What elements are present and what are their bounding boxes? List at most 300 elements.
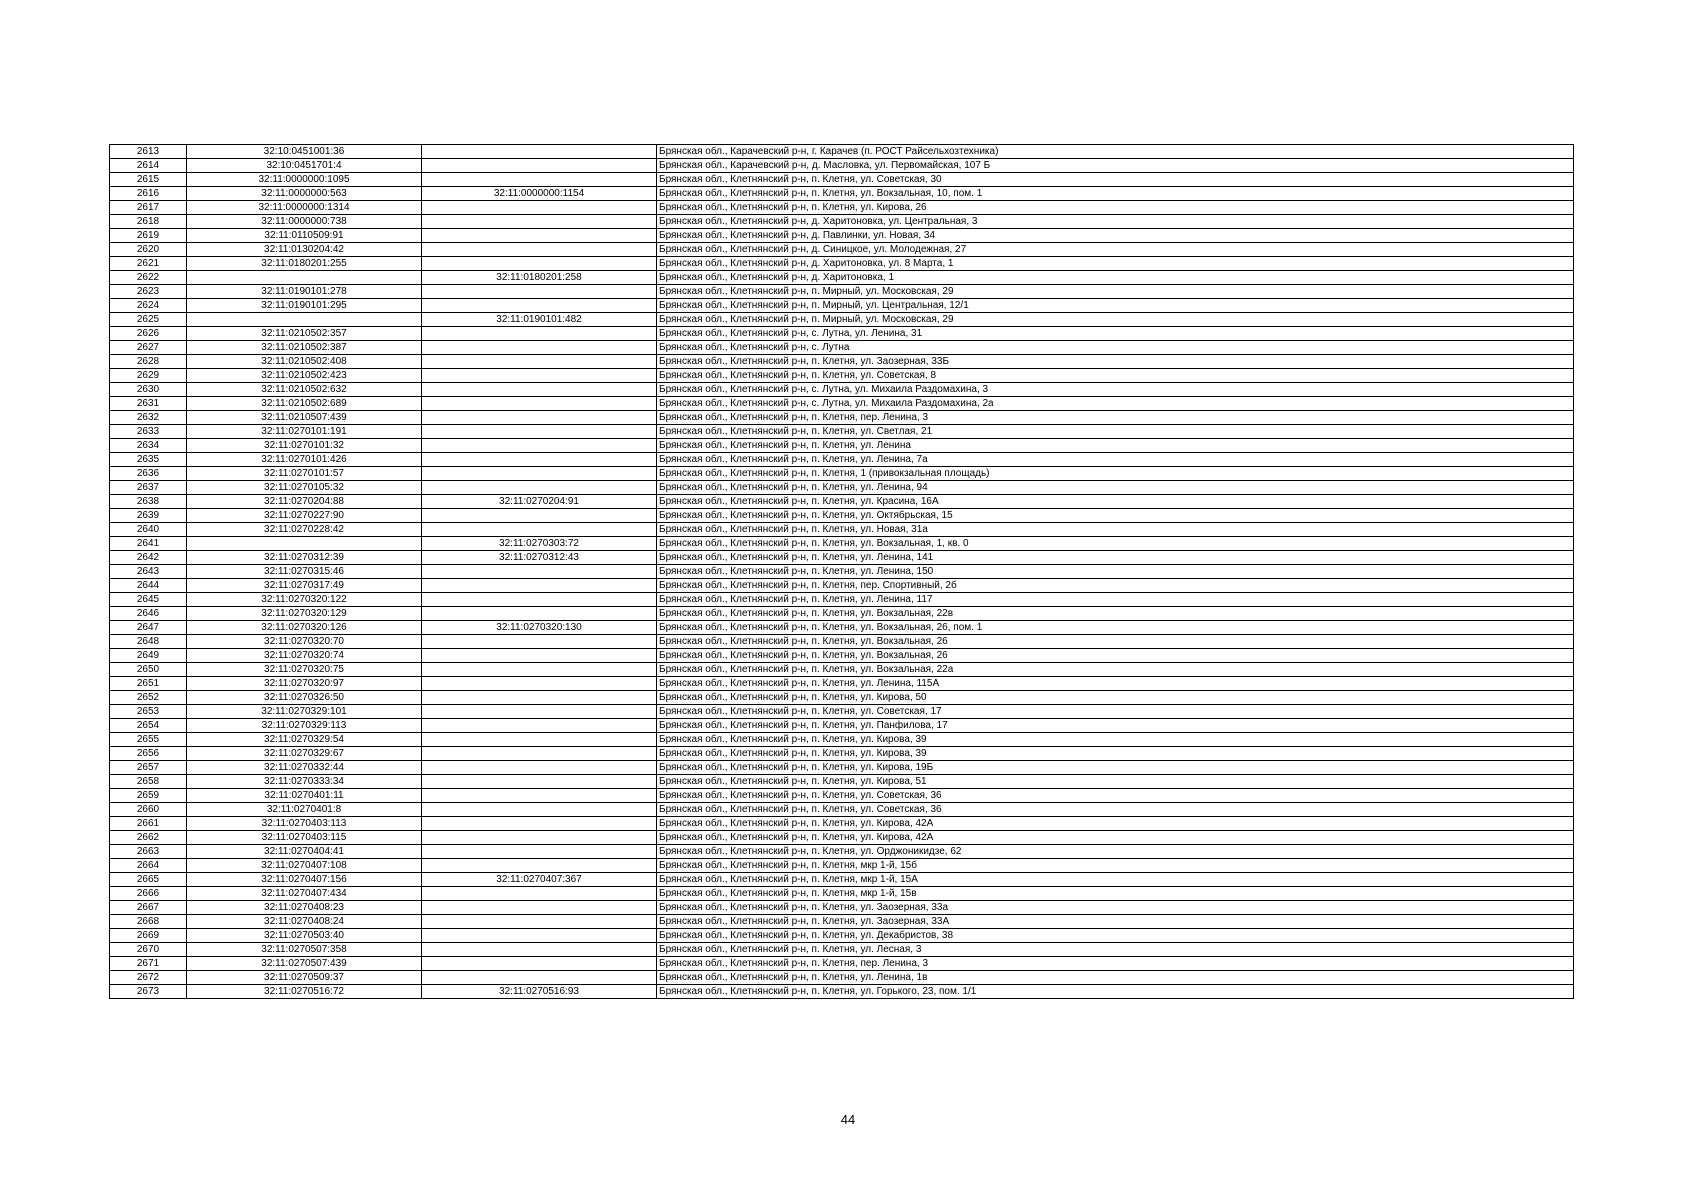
cadastral-number-cell: 32:11:0270317:49: [187, 579, 422, 593]
row-number-cell: 2643: [110, 565, 187, 579]
row-number-cell: 2619: [110, 229, 187, 243]
address-cell: Брянская обл., Клетнянский р-н, п. Клетня, ул. Новая, 31а: [657, 523, 1574, 537]
cadastral-number-cell: 32:11:0270329:54: [187, 733, 422, 747]
table-row: [110, 663, 1574, 677]
address-cell: Брянская обл., Клетнянский р-н, п. Клетня, ул. Кирова, 39: [657, 747, 1574, 761]
cadastral-number-cell: 32:11:0270315:46: [187, 565, 422, 579]
cadastral-number-cell: 32:11:0270320:122: [187, 593, 422, 607]
related-cadastral-number-cell: [422, 705, 657, 719]
table-row: [110, 593, 1574, 607]
related-cadastral-number-cell: [422, 411, 657, 425]
row-number-cell: 2669: [110, 929, 187, 943]
related-cadastral-number-cell: [422, 915, 657, 929]
cadastral-number-cell: 32:11:0270320:75: [187, 663, 422, 677]
related-cadastral-number-cell: [422, 649, 657, 663]
table-row: [110, 831, 1574, 845]
table-row: [110, 985, 1574, 999]
related-cadastral-number-cell: [422, 257, 657, 271]
cadastral-number-cell: 32:11:0270228:42: [187, 523, 422, 537]
table-row: [110, 369, 1574, 383]
row-number-cell: 2635: [110, 453, 187, 467]
cadastral-number-cell: 32:10:0451701:4: [187, 159, 422, 173]
related-cadastral-number-cell: [422, 355, 657, 369]
address-cell: Брянская обл., Клетнянский р-н, п. Клетня, пер. Ленина, 3: [657, 411, 1574, 425]
related-cadastral-number-cell: [422, 145, 657, 159]
cadastral-number-cell: 32:11:0270516:72: [187, 985, 422, 999]
row-number-cell: 2614: [110, 159, 187, 173]
row-number-cell: 2668: [110, 915, 187, 929]
row-number-cell: 2633: [110, 425, 187, 439]
related-cadastral-number-cell: [422, 467, 657, 481]
row-number-cell: 2657: [110, 761, 187, 775]
table-row: [110, 859, 1574, 873]
cadastral-number-cell: 32:11:0270105:32: [187, 481, 422, 495]
address-cell: Брянская обл., Клетнянский р-н, п. Клетня, ул. Вокзальная, 1, кв. 0: [657, 537, 1574, 551]
table-row: [110, 159, 1574, 173]
cadastral-number-cell: 32:11:0270320:126: [187, 621, 422, 635]
cadastral-number-cell: 32:11:0270333:34: [187, 775, 422, 789]
row-number-cell: 2616: [110, 187, 187, 201]
related-cadastral-number-cell: [422, 327, 657, 341]
address-cell: Брянская обл., Клетнянский р-н, п. Клетня, ул. Вокзальная, 22в: [657, 607, 1574, 621]
related-cadastral-number-cell: [422, 579, 657, 593]
table-row: [110, 775, 1574, 789]
related-cadastral-number-cell: [422, 523, 657, 537]
related-cadastral-number-cell: [422, 845, 657, 859]
related-cadastral-number-cell: [422, 943, 657, 957]
address-cell: Брянская обл., Клетнянский р-н, с. Лутна, ул. Михаила Раздомахина, 2а: [657, 397, 1574, 411]
table-row: [110, 649, 1574, 663]
cadastral-number-cell: 32:11:0000000:1095: [187, 173, 422, 187]
cadastral-number-cell: 32:11:0270401:11: [187, 789, 422, 803]
cadastral-number-cell: 32:11:0270101:426: [187, 453, 422, 467]
row-number-cell: 2634: [110, 439, 187, 453]
table-row: [110, 635, 1574, 649]
cadastral-number-cell: 32:11:0270101:32: [187, 439, 422, 453]
cadastral-number-cell: 32:11:0270320:129: [187, 607, 422, 621]
table-row: [110, 243, 1574, 257]
related-cadastral-number-cell: [422, 425, 657, 439]
address-cell: Брянская обл., Клетнянский р-н, д. Харитоновка, ул. Центральная, 3: [657, 215, 1574, 229]
row-number-cell: 2617: [110, 201, 187, 215]
row-number-cell: 2670: [110, 943, 187, 957]
row-number-cell: 2661: [110, 817, 187, 831]
address-cell: Брянская обл., Клетнянский р-н, п. Клетня, ул. Вокзальная, 26: [657, 635, 1574, 649]
address-cell: Брянская обл., Клетнянский р-н, п. Клетня, ул. Орджоникидзе, 62: [657, 845, 1574, 859]
related-cadastral-number-cell: [422, 201, 657, 215]
address-cell: Брянская обл., Карачевский р-н, д. Масловка, ул. Первомайская, 107 Б: [657, 159, 1574, 173]
related-cadastral-number-cell: [422, 817, 657, 831]
row-number-cell: 2639: [110, 509, 187, 523]
row-number-cell: 2664: [110, 859, 187, 873]
cadastral-number-cell: 32:11:0270320:70: [187, 635, 422, 649]
address-cell: Брянская обл., Клетнянский р-н, п. Клетня, ул. Кирова, 26: [657, 201, 1574, 215]
table-row: [110, 481, 1574, 495]
related-cadastral-number-cell: [422, 243, 657, 257]
table-row: [110, 299, 1574, 313]
cadastral-number-cell: 32:11:0270329:113: [187, 719, 422, 733]
cadastral-number-cell: 32:11:0270320:97: [187, 677, 422, 691]
table-row: [110, 397, 1574, 411]
row-number-cell: 2630: [110, 383, 187, 397]
related-cadastral-number-cell: [422, 887, 657, 901]
table-row: [110, 201, 1574, 215]
address-cell: Брянская обл., Клетнянский р-н, п. Клетня, ул. Ленина, 115А: [657, 677, 1574, 691]
cadastral-number-cell: 32:11:0270408:24: [187, 915, 422, 929]
table-row: [110, 327, 1574, 341]
table-row: [110, 943, 1574, 957]
address-cell: Брянская обл., Клетнянский р-н, п. Клетня, 1 (привокзальная площадь): [657, 467, 1574, 481]
cadastral-number-cell: 32:11:0270329:101: [187, 705, 422, 719]
row-number-cell: 2640: [110, 523, 187, 537]
table-row: [110, 355, 1574, 369]
table-row: [110, 705, 1574, 719]
cadastral-number-cell: [187, 271, 422, 285]
cadastral-number-cell: 32:11:0210502:689: [187, 397, 422, 411]
table-row: [110, 425, 1574, 439]
row-number-cell: 2615: [110, 173, 187, 187]
cadastral-number-cell: 32:11:0210502:357: [187, 327, 422, 341]
address-cell: Брянская обл., Клетнянский р-н, п. Клетня, ул. Советская, 30: [657, 173, 1574, 187]
address-cell: Брянская обл., Клетнянский р-н, п. Клетня, ул. Вокзальная, 10, пом. 1: [657, 187, 1574, 201]
table-row: [110, 719, 1574, 733]
related-cadastral-number-cell: 32:11:0270320:130: [422, 621, 657, 635]
table-row: [110, 285, 1574, 299]
address-cell: Брянская обл., Клетнянский р-н, п. Клетня, ул. Лесная, 3: [657, 943, 1574, 957]
table-row: [110, 271, 1574, 285]
address-cell: Брянская обл., Клетнянский р-н, п. Клетня, ул. Заозерная, 33Б: [657, 355, 1574, 369]
related-cadastral-number-cell: [422, 369, 657, 383]
cadastral-number-cell: 32:11:0270320:74: [187, 649, 422, 663]
table-row: [110, 747, 1574, 761]
cadastral-number-cell: 32:11:0270407:434: [187, 887, 422, 901]
table-row: [110, 187, 1574, 201]
related-cadastral-number-cell: 32:11:0270516:93: [422, 985, 657, 999]
related-cadastral-number-cell: [422, 565, 657, 579]
address-cell: Брянская обл., Клетнянский р-н, п. Клетня, пер. Спортивный, 2б: [657, 579, 1574, 593]
row-number-cell: 2644: [110, 579, 187, 593]
table-row: [110, 971, 1574, 985]
row-number-cell: 2623: [110, 285, 187, 299]
table-row: [110, 817, 1574, 831]
cadastral-number-cell: [187, 313, 422, 327]
table-row: [110, 803, 1574, 817]
cadastral-number-cell: 32:11:0270509:37: [187, 971, 422, 985]
table-row: [110, 565, 1574, 579]
row-number-cell: 2627: [110, 341, 187, 355]
address-cell: Брянская обл., Клетнянский р-н, с. Лутна, ул. Михаила Раздомахина, 3: [657, 383, 1574, 397]
cadastral-number-cell: 32:11:0000000:1314: [187, 201, 422, 215]
address-cell: Брянская обл., Клетнянский р-н, п. Клетня, ул. Ленина, 1в: [657, 971, 1574, 985]
table-row: [110, 523, 1574, 537]
row-number-cell: 2659: [110, 789, 187, 803]
row-number-cell: 2650: [110, 663, 187, 677]
cadastral-number-cell: 32:11:0270503:40: [187, 929, 422, 943]
table-row: [110, 383, 1574, 397]
address-cell: Брянская обл., Клетнянский р-н, п. Клетня, ул. Кирова, 39: [657, 733, 1574, 747]
row-number-cell: 2673: [110, 985, 187, 999]
row-number-cell: 2636: [110, 467, 187, 481]
row-number-cell: 2660: [110, 803, 187, 817]
address-cell: Брянская обл., Клетнянский р-н, п. Клетня, ул. Заозерная, 33А: [657, 915, 1574, 929]
row-number-cell: 2645: [110, 593, 187, 607]
related-cadastral-number-cell: [422, 607, 657, 621]
address-cell: Брянская обл., Клетнянский р-н, п. Клетня, ул. Советская, 17: [657, 705, 1574, 719]
table-row: [110, 901, 1574, 915]
row-number-cell: 2651: [110, 677, 187, 691]
cadastral-number-cell: 32:11:0270408:23: [187, 901, 422, 915]
row-number-cell: 2671: [110, 957, 187, 971]
cadastral-number-cell: 32:11:0270101:57: [187, 467, 422, 481]
address-cell: Брянская обл., Клетнянский р-н, п. Клетня, мкр 1-й, 15А: [657, 873, 1574, 887]
row-number-cell: 2662: [110, 831, 187, 845]
address-cell: Брянская обл., Клетнянский р-н, п. Клетня, ул. Красина, 16А: [657, 495, 1574, 509]
table-row: [110, 929, 1574, 943]
related-cadastral-number-cell: [422, 677, 657, 691]
cadastral-number-cell: 32:11:0130204:42: [187, 243, 422, 257]
table-row: [110, 579, 1574, 593]
related-cadastral-number-cell: [422, 285, 657, 299]
related-cadastral-number-cell: [422, 229, 657, 243]
related-cadastral-number-cell: [422, 173, 657, 187]
row-number-cell: 2653: [110, 705, 187, 719]
cadastral-number-cell: 32:11:0210502:387: [187, 341, 422, 355]
row-number-cell: 2624: [110, 299, 187, 313]
related-cadastral-number-cell: [422, 509, 657, 523]
row-number-cell: 2628: [110, 355, 187, 369]
row-number-cell: 2632: [110, 411, 187, 425]
address-cell: Брянская обл., Клетнянский р-н, п. Клетня, ул. Советская, 36: [657, 803, 1574, 817]
table-row: [110, 957, 1574, 971]
address-cell: Брянская обл., Клетнянский р-н, п. Клетня, ул. Кирова, 19Б: [657, 761, 1574, 775]
address-cell: Брянская обл., Клетнянский р-н, п. Мирный, ул. Московская, 29: [657, 313, 1574, 327]
address-cell: Брянская обл., Клетнянский р-н, п. Клетня, ул. Ленина: [657, 439, 1574, 453]
related-cadastral-number-cell: [422, 299, 657, 313]
row-number-cell: 2656: [110, 747, 187, 761]
related-cadastral-number-cell: 32:11:0180201:258: [422, 271, 657, 285]
related-cadastral-number-cell: 32:11:0270312:43: [422, 551, 657, 565]
table-row: [110, 453, 1574, 467]
cadastral-number-cell: 32:11:0270326:50: [187, 691, 422, 705]
table-row: [110, 607, 1574, 621]
cadastral-number-cell: 32:11:0270312:39: [187, 551, 422, 565]
table-row: [110, 411, 1574, 425]
related-cadastral-number-cell: [422, 481, 657, 495]
table-row: [110, 621, 1574, 635]
row-number-cell: 2620: [110, 243, 187, 257]
row-number-cell: 2655: [110, 733, 187, 747]
table-row: [110, 887, 1574, 901]
row-number-cell: 2658: [110, 775, 187, 789]
address-cell: Брянская обл., Клетнянский р-н, п. Клетня, пер. Ленина, 3: [657, 957, 1574, 971]
table-row: [110, 145, 1574, 159]
table-row: [110, 537, 1574, 551]
related-cadastral-number-cell: [422, 453, 657, 467]
table-row: [110, 733, 1574, 747]
address-cell: Брянская обл., Клетнянский р-н, п. Клетня, ул. Вокзальная, 26, пом. 1: [657, 621, 1574, 635]
related-cadastral-number-cell: [422, 957, 657, 971]
address-cell: Брянская обл., Клетнянский р-н, п. Клетня, ул. Октябрьская, 15: [657, 509, 1574, 523]
address-cell: Брянская обл., Клетнянский р-н, п. Клетня, ул. Ленина, 117: [657, 593, 1574, 607]
related-cadastral-number-cell: [422, 747, 657, 761]
address-cell: Брянская обл., Клетнянский р-н, п. Клетня, ул. Вокзальная, 26: [657, 649, 1574, 663]
cadastral-number-cell: 32:11:0270332:44: [187, 761, 422, 775]
address-cell: Брянская обл., Клетнянский р-н, п. Клетня, ул. Ленина, 141: [657, 551, 1574, 565]
address-cell: Брянская обл., Клетнянский р-н, п. Клетня, ул. Заозерная, 33а: [657, 901, 1574, 915]
address-cell: Брянская обл., Клетнянский р-н, п. Клетня, ул. Ленина, 94: [657, 481, 1574, 495]
address-cell: Брянская обл., Клетнянский р-н, п. Клетня, ул. Декабристов, 38: [657, 929, 1574, 943]
row-number-cell: 2647: [110, 621, 187, 635]
table-row: [110, 873, 1574, 887]
table-row: [110, 439, 1574, 453]
address-cell: Брянская обл., Клетнянский р-н, д. Харитоновка, 1: [657, 271, 1574, 285]
address-cell: Брянская обл., Клетнянский р-н, д. Харитоновка, ул. 8 Марта, 1: [657, 257, 1574, 271]
row-number-cell: 2667: [110, 901, 187, 915]
table-row: [110, 467, 1574, 481]
related-cadastral-number-cell: [422, 789, 657, 803]
table-row: [110, 509, 1574, 523]
row-number-cell: 2646: [110, 607, 187, 621]
cadastral-number-cell: 32:10:0451001:36: [187, 145, 422, 159]
cadastral-number-cell: 32:11:0180201:255: [187, 257, 422, 271]
related-cadastral-number-cell: [422, 775, 657, 789]
row-number-cell: 2649: [110, 649, 187, 663]
cadastral-number-cell: 32:11:0210502:632: [187, 383, 422, 397]
row-number-cell: 2618: [110, 215, 187, 229]
table-row: [110, 257, 1574, 271]
related-cadastral-number-cell: [422, 761, 657, 775]
cadastral-number-cell: 32:11:0270507:358: [187, 943, 422, 957]
related-cadastral-number-cell: [422, 971, 657, 985]
cadastral-number-cell: 32:11:0210507:439: [187, 411, 422, 425]
related-cadastral-number-cell: [422, 803, 657, 817]
cadastral-number-cell: 32:11:0270407:108: [187, 859, 422, 873]
table-row: [110, 229, 1574, 243]
cadastral-number-cell: 32:11:0270329:67: [187, 747, 422, 761]
address-cell: Брянская обл., Клетнянский р-н, д. Синицкое, ул. Молодежная, 27: [657, 243, 1574, 257]
cadastral-number-cell: 32:11:0190101:295: [187, 299, 422, 313]
table-row: [110, 677, 1574, 691]
related-cadastral-number-cell: [422, 215, 657, 229]
address-cell: Брянская обл., Клетнянский р-н, п. Клетня, ул. Советская, 8: [657, 369, 1574, 383]
related-cadastral-number-cell: [422, 663, 657, 677]
related-cadastral-number-cell: [422, 439, 657, 453]
table-row: [110, 845, 1574, 859]
address-cell: Брянская обл., Клетнянский р-н, п. Клетня, ул. Светлая, 21: [657, 425, 1574, 439]
row-number-cell: 2631: [110, 397, 187, 411]
records-table-body: [110, 145, 1574, 999]
row-number-cell: 2613: [110, 145, 187, 159]
address-cell: Брянская обл., Клетнянский р-н, п. Клетня, ул. Кирова, 42А: [657, 817, 1574, 831]
row-number-cell: 2625: [110, 313, 187, 327]
related-cadastral-number-cell: 32:11:0270303:72: [422, 537, 657, 551]
related-cadastral-number-cell: [422, 159, 657, 173]
related-cadastral-number-cell: [422, 831, 657, 845]
address-cell: Брянская обл., Клетнянский р-н, с. Лутна, ул. Ленина, 31: [657, 327, 1574, 341]
related-cadastral-number-cell: [422, 341, 657, 355]
address-cell: Брянская обл., Клетнянский р-н, п. Клетня, ул. Ленина, 7а: [657, 453, 1574, 467]
address-cell: Брянская обл., Клетнянский р-н, п. Клетня, ул. Кирова, 50: [657, 691, 1574, 705]
address-cell: Брянская обл., Клетнянский р-н, п. Клетня, ул. Советская, 36: [657, 789, 1574, 803]
related-cadastral-number-cell: [422, 929, 657, 943]
row-number-cell: 2638: [110, 495, 187, 509]
table-row: [110, 761, 1574, 775]
table-row: [110, 313, 1574, 327]
address-cell: Брянская обл., Клетнянский р-н, п. Мирный, ул. Центральная, 12/1: [657, 299, 1574, 313]
table-row: [110, 215, 1574, 229]
records-table: [109, 144, 1574, 999]
row-number-cell: 2666: [110, 887, 187, 901]
row-number-cell: 2629: [110, 369, 187, 383]
row-number-cell: 2621: [110, 257, 187, 271]
cadastral-number-cell: 32:11:0110509:91: [187, 229, 422, 243]
cadastral-number-cell: 32:11:0270407:156: [187, 873, 422, 887]
cadastral-number-cell: 32:11:0210502:423: [187, 369, 422, 383]
table-row: [110, 495, 1574, 509]
cadastral-number-cell: 32:11:0270227:90: [187, 509, 422, 523]
related-cadastral-number-cell: [422, 901, 657, 915]
address-cell: Брянская обл., Клетнянский р-н, д. Павлинки, ул. Новая, 34: [657, 229, 1574, 243]
related-cadastral-number-cell: 32:11:0000000:1154: [422, 187, 657, 201]
related-cadastral-number-cell: [422, 635, 657, 649]
row-number-cell: 2652: [110, 691, 187, 705]
cadastral-number-cell: 32:11:0270403:115: [187, 831, 422, 845]
related-cadastral-number-cell: [422, 733, 657, 747]
table-row: [110, 789, 1574, 803]
address-cell: Брянская обл., Клетнянский р-н, п. Клетня, мкр 1-й, 15в: [657, 887, 1574, 901]
table-row: [110, 691, 1574, 705]
cadastral-number-cell: 32:11:0000000:563: [187, 187, 422, 201]
address-cell: Брянская обл., Клетнянский р-н, п. Клетня, ул. Кирова, 51: [657, 775, 1574, 789]
cadastral-number-cell: 32:11:0000000:738: [187, 215, 422, 229]
page-number: 44: [840, 1112, 856, 1127]
related-cadastral-number-cell: [422, 691, 657, 705]
related-cadastral-number-cell: [422, 719, 657, 733]
related-cadastral-number-cell: [422, 383, 657, 397]
related-cadastral-number-cell: [422, 593, 657, 607]
row-number-cell: 2622: [110, 271, 187, 285]
cadastral-number-cell: 32:11:0190101:278: [187, 285, 422, 299]
row-number-cell: 2626: [110, 327, 187, 341]
row-number-cell: 2641: [110, 537, 187, 551]
address-cell: Брянская обл., Клетнянский р-н, п. Клетня, ул. Кирова, 42А: [657, 831, 1574, 845]
related-cadastral-number-cell: [422, 397, 657, 411]
row-number-cell: 2663: [110, 845, 187, 859]
address-cell: Брянская обл., Клетнянский р-н, с. Лутна: [657, 341, 1574, 355]
address-cell: Брянская обл., Клетнянский р-н, п. Клетня, ул. Горького, 23, пом. 1/1: [657, 985, 1574, 999]
related-cadastral-number-cell: 32:11:0270407:367: [422, 873, 657, 887]
table-row: [110, 341, 1574, 355]
address-cell: Брянская обл., Клетнянский р-н, п. Клетня, мкр 1-й, 15б: [657, 859, 1574, 873]
table-row: [110, 173, 1574, 187]
cadastral-number-cell: 32:11:0270403:113: [187, 817, 422, 831]
related-cadastral-number-cell: [422, 859, 657, 873]
address-cell: Брянская обл., Клетнянский р-н, п. Клетня, ул. Вокзальная, 22а: [657, 663, 1574, 677]
cadastral-number-cell: 32:11:0270404:41: [187, 845, 422, 859]
address-cell: Брянская обл., Клетнянский р-н, п. Мирный, ул. Московская, 29: [657, 285, 1574, 299]
related-cadastral-number-cell: 32:11:0270204:91: [422, 495, 657, 509]
related-cadastral-number-cell: 32:11:0190101:482: [422, 313, 657, 327]
row-number-cell: 2642: [110, 551, 187, 565]
row-number-cell: 2637: [110, 481, 187, 495]
table-row: [110, 915, 1574, 929]
cadastral-number-cell: 32:11:0210502:408: [187, 355, 422, 369]
table-row: [110, 551, 1574, 565]
cadastral-number-cell: 32:11:0270401:8: [187, 803, 422, 817]
address-cell: Брянская обл., Карачевский р-н, г. Карачев (п. РОСТ Райсельхозтехника): [657, 145, 1574, 159]
row-number-cell: 2654: [110, 719, 187, 733]
cadastral-number-cell: 32:11:0270101:191: [187, 425, 422, 439]
